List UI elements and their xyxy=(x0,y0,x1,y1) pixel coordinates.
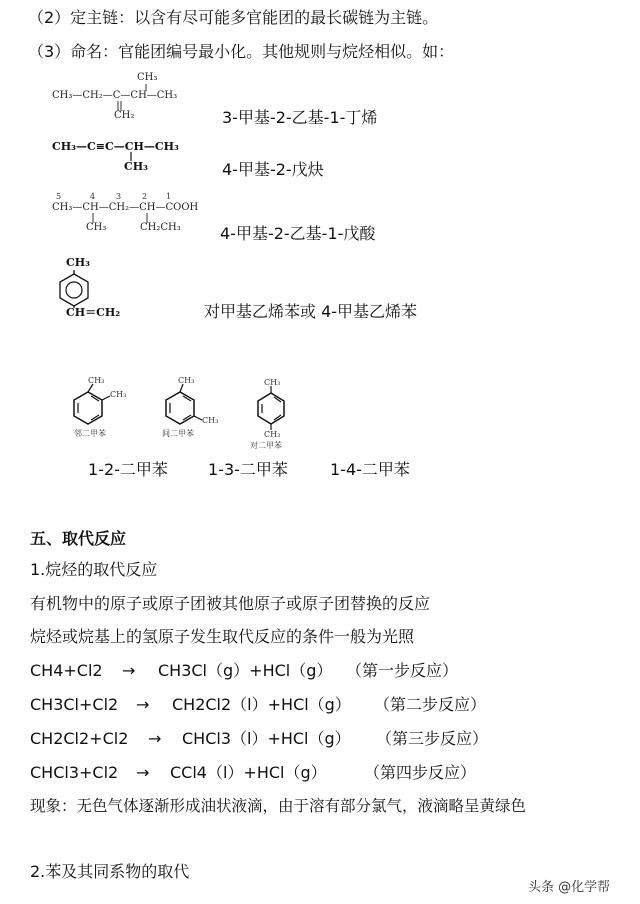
rule-main-chain: （2）定主链：以含有尽可能多官能团的最长碳链为主链。 xyxy=(28,8,439,27)
s2-name: 4-甲基-2-戊炔 xyxy=(222,160,324,179)
s3-number-5: 5 xyxy=(56,192,62,201)
s3-number-1: 1 xyxy=(166,192,172,201)
ortho-methyl-b: CH₃ xyxy=(110,390,127,399)
s4-name: 对甲基乙烯苯或 4-甲基乙烯苯 xyxy=(204,302,418,321)
s4-bottom-label: CH＝CH₂ xyxy=(66,306,121,319)
s4-benzene-ring xyxy=(60,270,88,308)
section5-title: 五、取代反应 xyxy=(30,529,127,548)
s2-main-chain: CH₃—C≡C—CH—CH₃ xyxy=(52,140,179,153)
reaction-3-step: （第三步反应） xyxy=(376,729,489,748)
meta-name: 1-3-二甲苯 xyxy=(208,460,288,479)
section5-definition: 有机物中的原子或原子团被其他原子或原子团替换的反应 xyxy=(30,594,431,613)
ortho-methyl-a: CH₃ xyxy=(88,376,105,385)
reaction-3-rhs: CHCl3（l）+HCl（g） xyxy=(182,729,351,748)
reaction-2-arrow: → xyxy=(136,695,150,714)
reaction-1-arrow: → xyxy=(122,661,136,680)
s4-top-label: CH₃ xyxy=(66,256,90,269)
s3-number-4: 4 xyxy=(90,192,96,201)
section5-sub1: 1.烷烃的取代反应 xyxy=(30,560,158,579)
s1-bottom-label: CH₂ xyxy=(114,110,135,121)
meta-methyl-a: CH₃ xyxy=(178,376,195,385)
s1-name: 3-甲基-2-乙基-1-丁烯 xyxy=(222,108,378,127)
para-methyl-b: CH₃ xyxy=(264,430,281,439)
ortho-name: 1-2-二甲苯 xyxy=(88,460,168,479)
reaction-2-rhs: CH2Cl2（l）+HCl（g） xyxy=(172,695,351,714)
ortho-caption: 邻二甲苯 xyxy=(74,429,106,438)
reaction-1-step: （第一步反应） xyxy=(346,661,459,680)
reaction-1-rhs: CH3Cl（g）+HCl（g） xyxy=(158,661,333,680)
reaction-2-step: （第二步反应） xyxy=(374,695,487,714)
meta-xylene-ring xyxy=(166,384,202,424)
watermark: 头条 @化学帮 xyxy=(528,880,611,895)
s1-main-chain: CH₃—CH₂—C—CH—CH₃ xyxy=(52,90,178,101)
rule-naming: （3）命名：官能团编号最小化。其他规则与烷烃相似。如： xyxy=(28,42,455,61)
s2-bottom-label: CH₃ xyxy=(124,160,148,173)
reaction-4-step: （第四步反应） xyxy=(364,763,477,782)
para-caption: 对二甲苯 xyxy=(250,441,282,450)
section5-condition: 烷烃或烷基上的氢原子发生取代反应的条件一般为光照 xyxy=(30,627,415,646)
meta-methyl-b: CH₃ xyxy=(202,416,219,425)
s1-top-label: CH₃ xyxy=(137,72,158,83)
para-methyl-a: CH₃ xyxy=(264,378,281,387)
reaction-4-arrow: → xyxy=(136,763,150,782)
reaction-4-lhs: CHCl3+Cl2 xyxy=(30,763,119,782)
reaction-4-rhs: CCl4（l）+HCl（g） xyxy=(170,763,327,782)
s3-number-2: 2 xyxy=(142,192,148,201)
reaction-2-lhs: CH3Cl+Cl2 xyxy=(30,695,119,714)
para-xylene-ring xyxy=(258,386,284,430)
reaction-3-arrow: → xyxy=(148,729,162,748)
para-name: 1-4-二甲苯 xyxy=(330,460,410,479)
phenomenon: 现象：无色气体逐渐形成油状液滴，由于溶有部分氯气，液滴略呈黄绿色 xyxy=(30,797,527,815)
s3-branch-methyl: CH₃ xyxy=(86,222,107,233)
section5-sub2: 2.苯及其同系物的取代 xyxy=(30,862,190,881)
reaction-1-lhs: CH4+Cl2 xyxy=(30,661,103,680)
s3-main-chain: CH₃—CH—CH₂—CH—COOH xyxy=(52,202,199,213)
s3-number-3: 3 xyxy=(116,192,122,201)
s3-branch-ethyl: CH₂CH₃ xyxy=(140,222,181,233)
meta-caption: 间二甲苯 xyxy=(162,429,194,438)
reaction-3-lhs: CH2Cl2+Cl2 xyxy=(30,729,129,748)
s3-name: 4-甲基-2-乙基-1-戊酸 xyxy=(220,224,376,243)
ortho-xylene-ring xyxy=(74,384,110,424)
